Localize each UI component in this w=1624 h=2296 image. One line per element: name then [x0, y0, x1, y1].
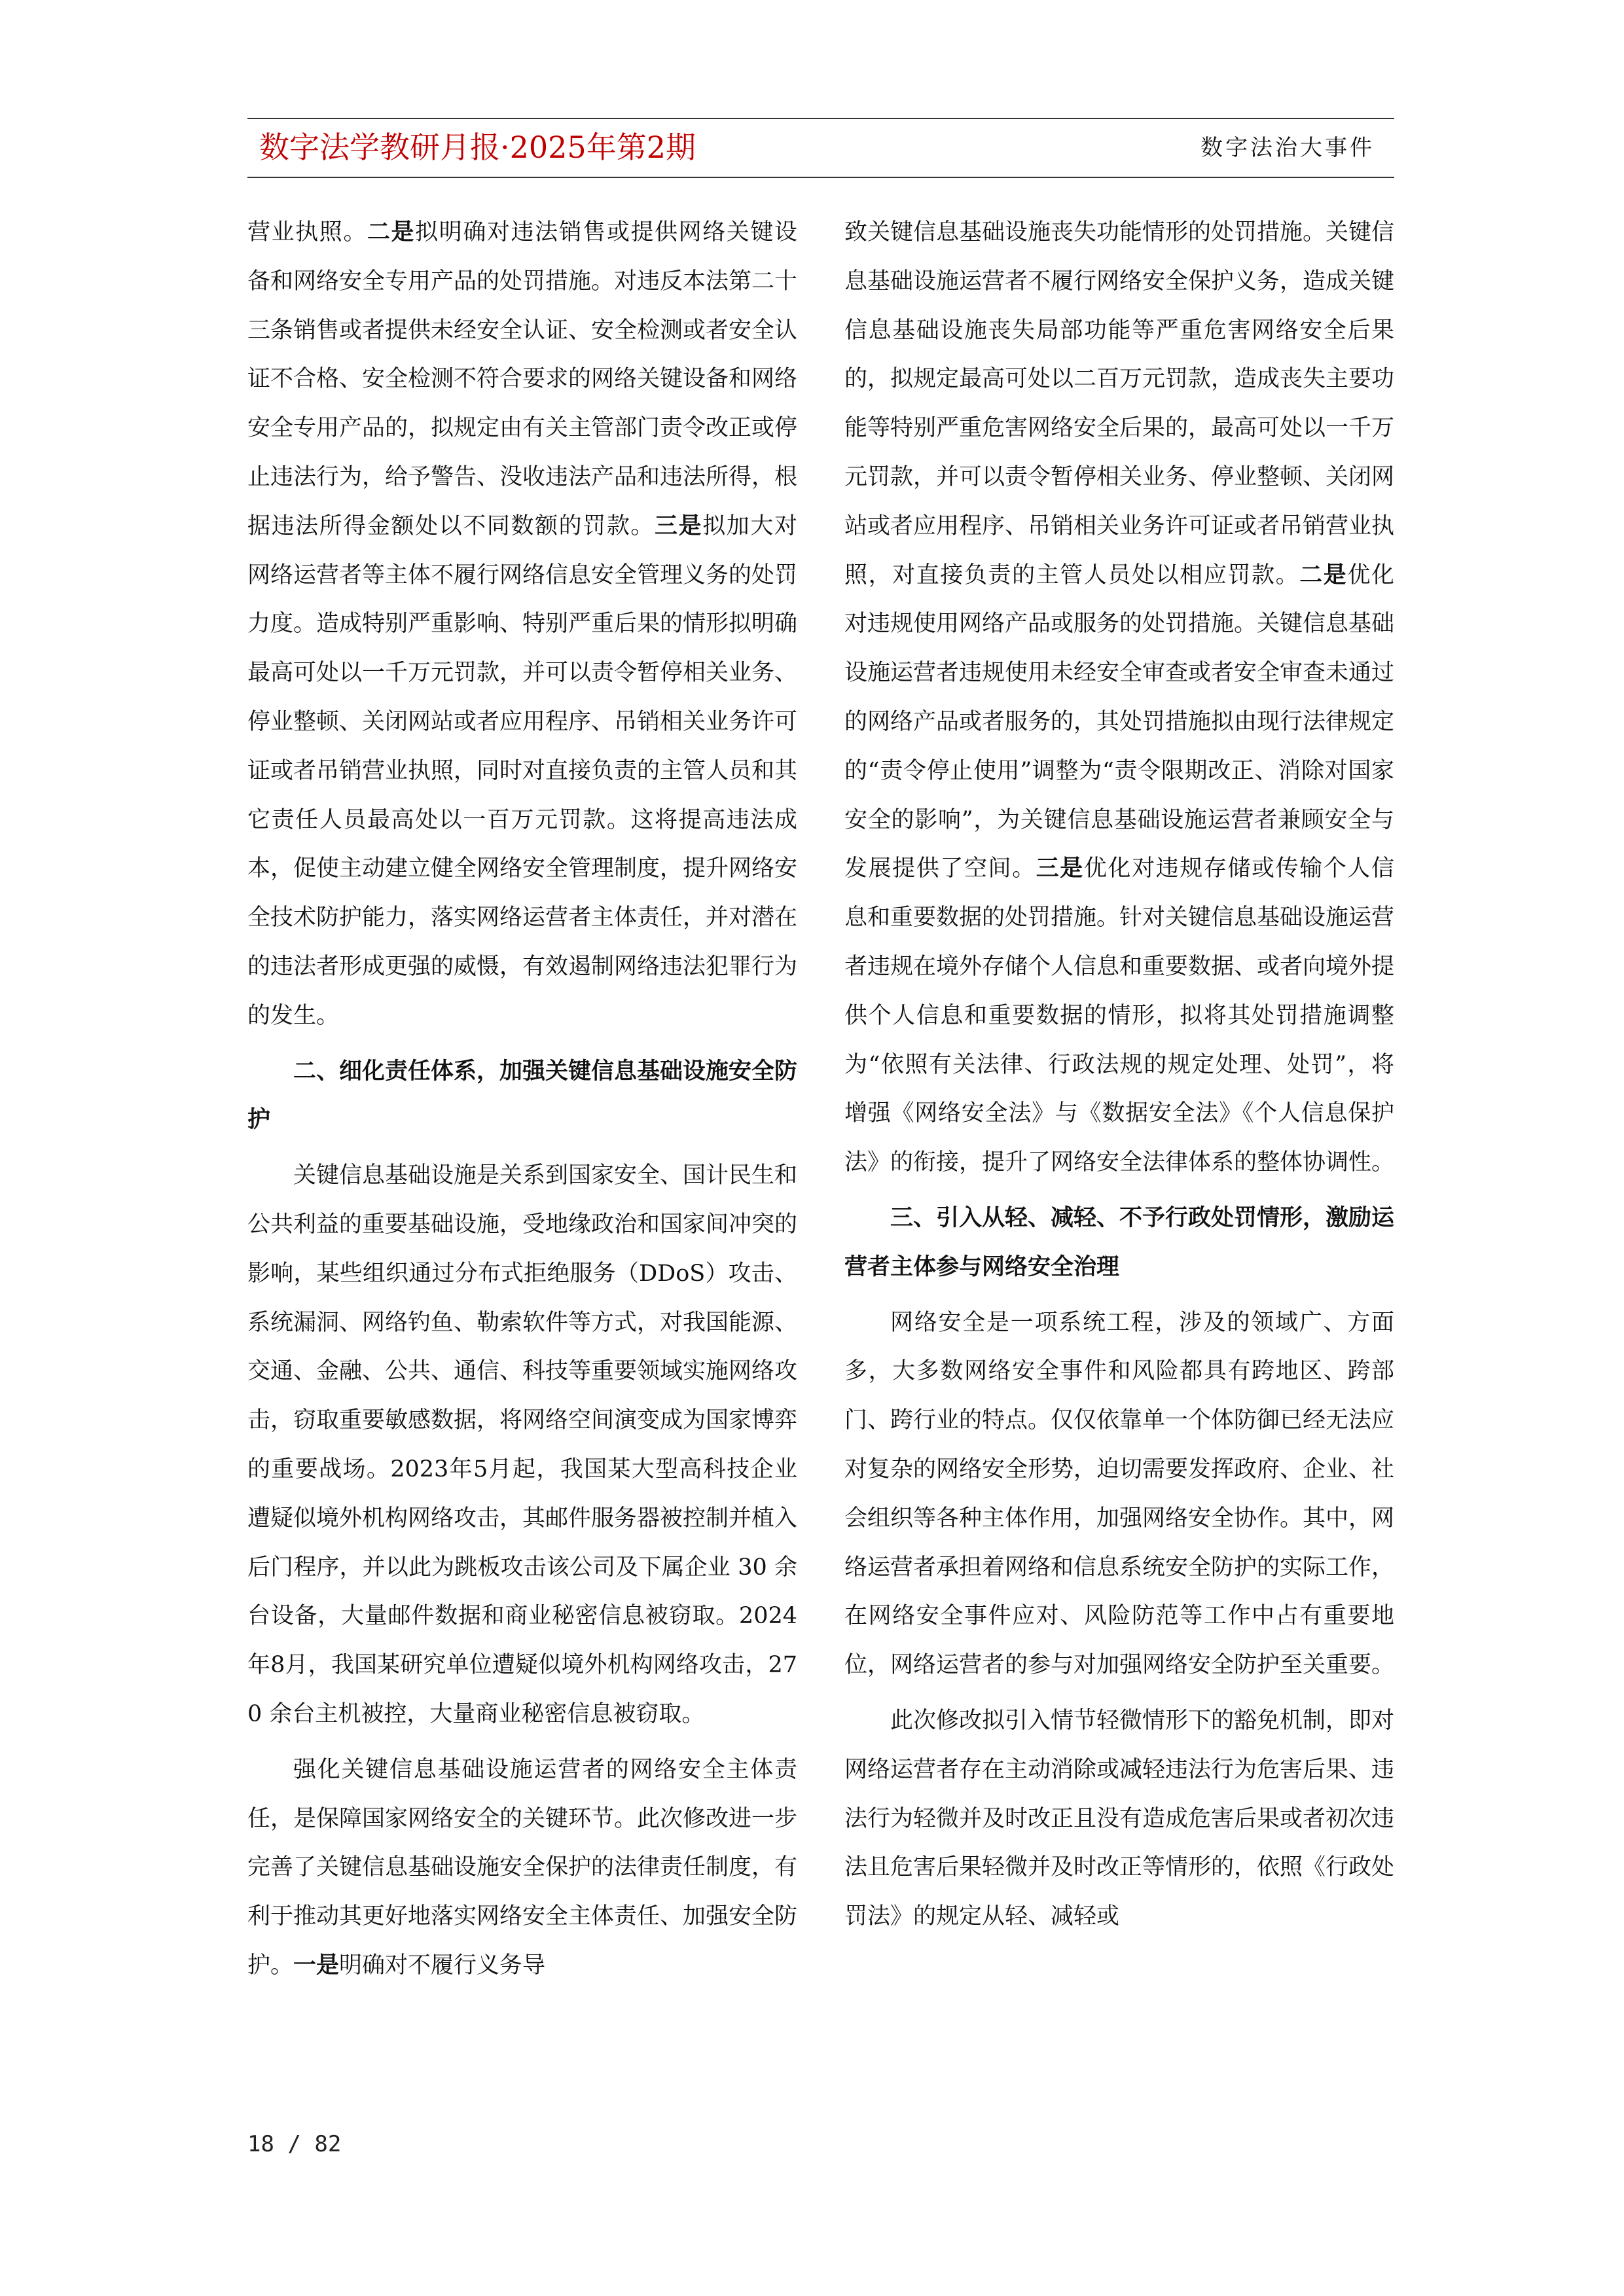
running-header — [247, 118, 1394, 178]
text-run: 优化对违规存储或传输个人信息和重要数据的处罚措施。针对关键信息基础设施运营者违规在境外存储个人信息和重要数据、或者向境外提供个人信息和重要数据的情形，拟将其处罚措施调整为“依照有关法律、行政法规的规定处理、处罚”，将增强《网络安全法》与《数据安全法》《个人信息保护法》的衔接，提升了网络安全法律体系的整体协调性。 — [844, 855, 1395, 1176]
text-run: 优化对违规使用网络产品或服务的处罚措施。关键信息基础设施运营者违规使用未经安全审查或者安全审查未通过的网络产品或者服务的，其处罚措施拟由现行法律规定的“责令停止使用”调整为“责令限期改正、消除对国家安全的影响”，为关键信息基础设施运营者兼顾安全与发展提供了空间。 — [844, 562, 1395, 882]
keyword-third: 三是 — [655, 512, 703, 539]
text-run: 拟加大对网络运营者等主体不履行网络信息安全管理义务的处罚力度。造成特别严重影响、特别严重后果的情形拟明确最高可处以一千万元罚款，并可以责令暂停相关业务、停业整顿、关闭网站或者应用程序、吊销相关业务许可证或者吊销营业执照，同时对直接负责的主管人员和其它责任人员最高处以一百万元罚款。这将提高违法成本，促使主动建立健全网络安全管理制度，提升网络安全技术防护能力，落实网络运营者主体责任，并对潜在的违法者形成更强的威慑，有效遏制网络违法犯罪行为的发生。 — [247, 512, 798, 1029]
text-run: 致关键信息基础设施丧失功能情形的处罚措施。关键信息基础设施运营者不履行网络安全保护义务，造成关键信息基础设施丧失局部功能等严重危害网络安全后果的，拟规定最高可处以二百万元罚款，造成丧失主要功能等特别严重危害网络安全后果的，最高可处以一千万元罚款，并可以责令暂停相关业务、停业整顿、关闭网站或者应用程序、吊销相关业务许可证或者吊销营业执照，对直接负责的主管人员处以相应罚款。 — [844, 219, 1395, 588]
text-run: 营业执照。 — [247, 219, 367, 245]
keyword-third: 三是 — [1036, 855, 1084, 882]
text-run: 拟明确对违法销售或提供网络关键设备和网络安全专用产品的处罚措施。对违反本法第二十三条销售或者提供未经安全认证、安全检测或者安全认证不合格、安全检测不符合要求的网络关键设备和网络安全专用产品的，拟规定由有关主管部门责令改正或停止违法行为，给予警告、没收违法产品和违法所得，根据违法所得金额处以不同数额的罚款。 — [247, 219, 798, 539]
paragraph: 网络安全是一项系统工程，涉及的领域广、方面多，大多数网络安全事件和风险都具有跨地区、跨部门、跨行业的特点。仅仅依靠单一个体防御已经无法应对复杂的网络安全形势，迫切需要发挥政府、企业、社会组织等各种主体作用，加强网络安全协作。其中，网络运营者承担着网络和信息系统安全防护的实际工作，在网络安全事件应对、风险防范等工作中占有重要地位，网络运营者的参与对加强网络安全防护至关重要。 — [844, 1309, 1395, 1679]
keyword-second: 二是 — [367, 219, 416, 245]
page-number: 18 / 82 — [247, 2131, 342, 2157]
paragraph: 此次修改拟引入情节轻微情形下的豁免机制，即对网络运营者存在主动消除或减轻违法行为危害后果、违法行为轻微并及时改正且没有造成危害后果或者初次违法且危害后果轻微并及时改正等情形的，依照《行政处罚法》的规定从轻、减轻或 — [844, 1707, 1395, 1930]
keyword-first: 一是 — [293, 1951, 340, 1979]
paragraph: 关键信息基础设施是关系到国家安全、国计民生和公共利益的重要基础设施，受地缘政治和国家间冲突的影响，某些组织通过分布式拒绝服务（DDoS）攻击、系统漏洞、网络钓鱼、勒索软件等方式，对我国能源、交通、金融、公共、通信、科技等重要领域实施网络攻击，窃取重要敏感数据，将网络空间演变成为国家博弈的重要战场。2023年5月起，我国某大型高科技企业遭疑似境外机构网络攻击，其邮件服务器被控制并植入后门程序，并以此为跳板攻击该公司及下属企业 30 余台设备，大量邮件数据和商业秘密信息被窃取。2024年8月，我国某研究单位遭疑似境外机构网络攻击，270 余台主机被控，大量商业秘密信息被窃取。 — [247, 1162, 798, 1727]
text-run: 强化关键信息基础设施运营者的网络安全主体责任，是保障国家网络安全的关键环节。此次修改进一步完善了关键信息基础设施安全保护的法律责任制度，有利于推动其更好地落实网络安全主体责任、加强安全防护。 — [247, 1756, 798, 1979]
paragraph — [844, 208, 1394, 1187]
keyword-second: 二是 — [1299, 561, 1348, 588]
paragraph — [247, 208, 797, 1041]
journal-title: 数字法学教研月报·2025年第2期 — [259, 130, 696, 165]
paragraph — [247, 1746, 797, 1990]
section-heading-3: 三、引入从轻、减轻、不予行政处罚情形，激励运营者主体参与网络安全治理 — [844, 1204, 1395, 1280]
section-heading-2: 二、细化责任体系，加强关键信息基础设施安全防护 — [247, 1057, 798, 1134]
right-column — [844, 208, 1394, 1941]
left-column — [247, 208, 797, 1990]
text-run: 明确对不履行义务导 — [339, 1952, 546, 1979]
section-title: 数字法治大事件 — [1200, 135, 1375, 161]
